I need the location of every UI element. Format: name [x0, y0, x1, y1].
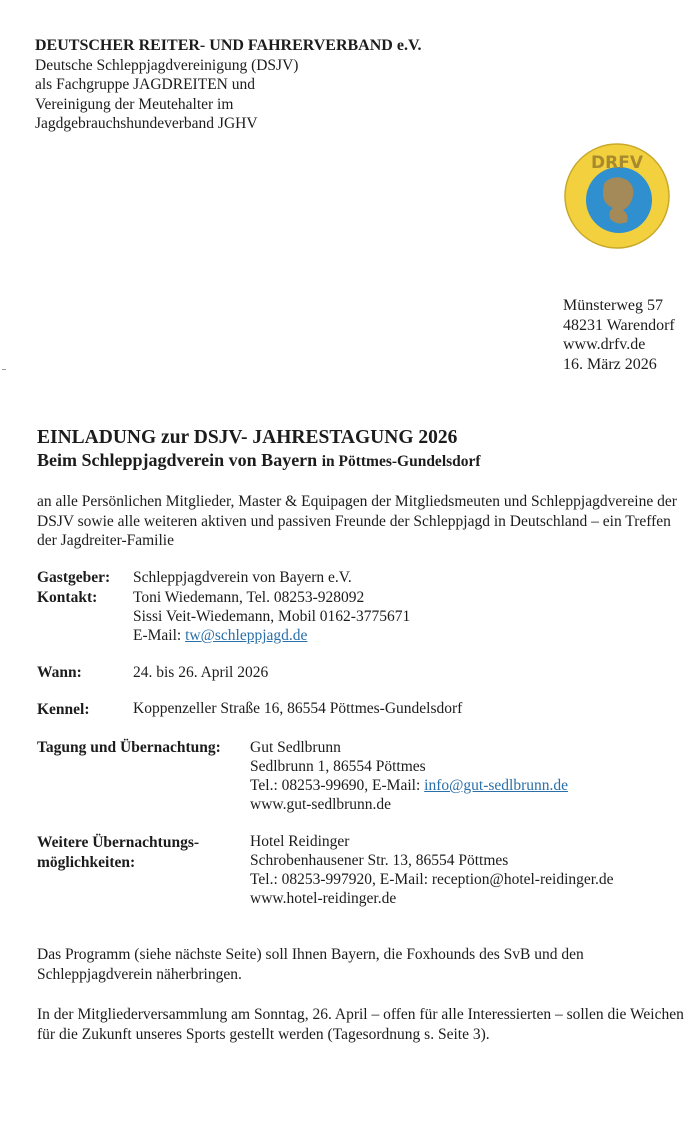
title-location: in Pöttmes-Gundelsdorf	[321, 453, 481, 470]
other-lodging-web: www.hotel-reidinger.de	[250, 890, 397, 907]
other-lodging-label: Weitere Übernachtungs- möglichkeiten:	[37, 834, 200, 871]
letter-date: 16. März 2026	[563, 355, 657, 373]
logo-text: DRFV	[591, 153, 643, 173]
contact-email-line: E-Mail: tw@schleppjagd.de	[133, 627, 308, 644]
other-lodging-name: Hotel Reidinger	[250, 833, 350, 850]
venue-contact-line: Tel.: 08253-99690, E-Mail: info@gut-sedlbrunn.de	[250, 777, 568, 794]
title-host: Beim Schleppjagdverein von Bayern	[37, 450, 318, 470]
contact-email-link[interactable]: tw@schleppjagd.de	[185, 627, 308, 644]
venue-label: Tagung und Übernachtung:	[37, 739, 221, 756]
venue-email-link[interactable]: info@gut-sedlbrunn.de	[424, 777, 568, 794]
intro-paragraph: an alle Persönlichen Mitglieder, Master & Equipagen der Mitgliedsmeuten und Schleppjagdvereine der DSJV sowie alle weiteren aktiven und passiven Freunde der Schleppjagd in Deutschland – ein Treffen der Jagdreiter-Familie	[37, 493, 677, 549]
address-street: Münsterweg 57	[563, 297, 663, 314]
other-lodging-address: Schrobenhausener Str. 13, 86554 Pöttmes	[250, 852, 509, 869]
address-city: 48231 Warendorf	[563, 316, 675, 334]
title-line-1: EINLADUNG zur DSJV- JAHRESTAGUNG 2026	[37, 427, 458, 448]
organization-line: Vereinigung der Meutehalter im	[35, 95, 234, 113]
organization-line: als Fachgruppe JAGDREITEN und	[35, 76, 255, 93]
organization-line: Jagdgebrauchshundeverband JGHV	[35, 115, 258, 132]
organization-block	[35, 36, 421, 134]
contact-line-1: Toni Wiedemann, Tel. 08253-928092	[133, 589, 365, 606]
margin-mark	[2, 369, 6, 370]
drfv-logo	[563, 142, 671, 250]
venue-name: Gut Sedlbrunn	[250, 739, 341, 756]
when-label: Wann:	[37, 664, 82, 681]
drfv-emblem-icon	[563, 142, 671, 250]
when-value: 24. bis 26. April 2026	[133, 664, 269, 681]
organization-line: Deutsche Schleppjagdvereinigung (DSJV)	[35, 56, 299, 74]
program-paragraph: Das Programm (siehe nächste Seite) soll Ihnen Bayern, die Foxhounds des SvB und den Schleppjagdverein näherbringen.	[37, 946, 584, 983]
contact-line-2: Sissi Veit-Wiedemann, Mobil 0162-3775671	[133, 608, 411, 625]
sender-address	[563, 296, 675, 374]
contact-label: Kontakt:	[37, 589, 98, 606]
kennel-label: Kennel:	[37, 701, 90, 718]
organization-title: DEUTSCHER REITER- UND FAHRERVERBAND e.V.	[35, 37, 422, 54]
other-lodging-contact: Tel.: 08253-997920, E-Mail: reception@hotel-reidinger.de	[250, 871, 614, 888]
host-row	[37, 568, 110, 588]
title-line-2	[37, 449, 481, 473]
venue-address: Sedlbrunn 1, 86554 Pöttmes	[250, 758, 426, 775]
assembly-paragraph: In der Mitgliederversammlung am Sonntag, 26. April – offen für alle Interessierten – sollen die Weichen für die Zukunft unseres Sports gestellt werden (Tagesordnung s. Seite 3).	[37, 1006, 684, 1043]
document-title	[37, 426, 481, 473]
venue-web: www.gut-sedlbrunn.de	[250, 796, 392, 813]
address-web: www.drfv.de	[563, 336, 646, 353]
kennel-value: Koppenzeller Straße 16, 86554 Pöttmes-Gundelsdorf	[133, 700, 463, 717]
host-label: Gastgeber:	[37, 569, 111, 586]
host-value: Schleppjagdverein von Bayern e.V.	[133, 569, 352, 586]
